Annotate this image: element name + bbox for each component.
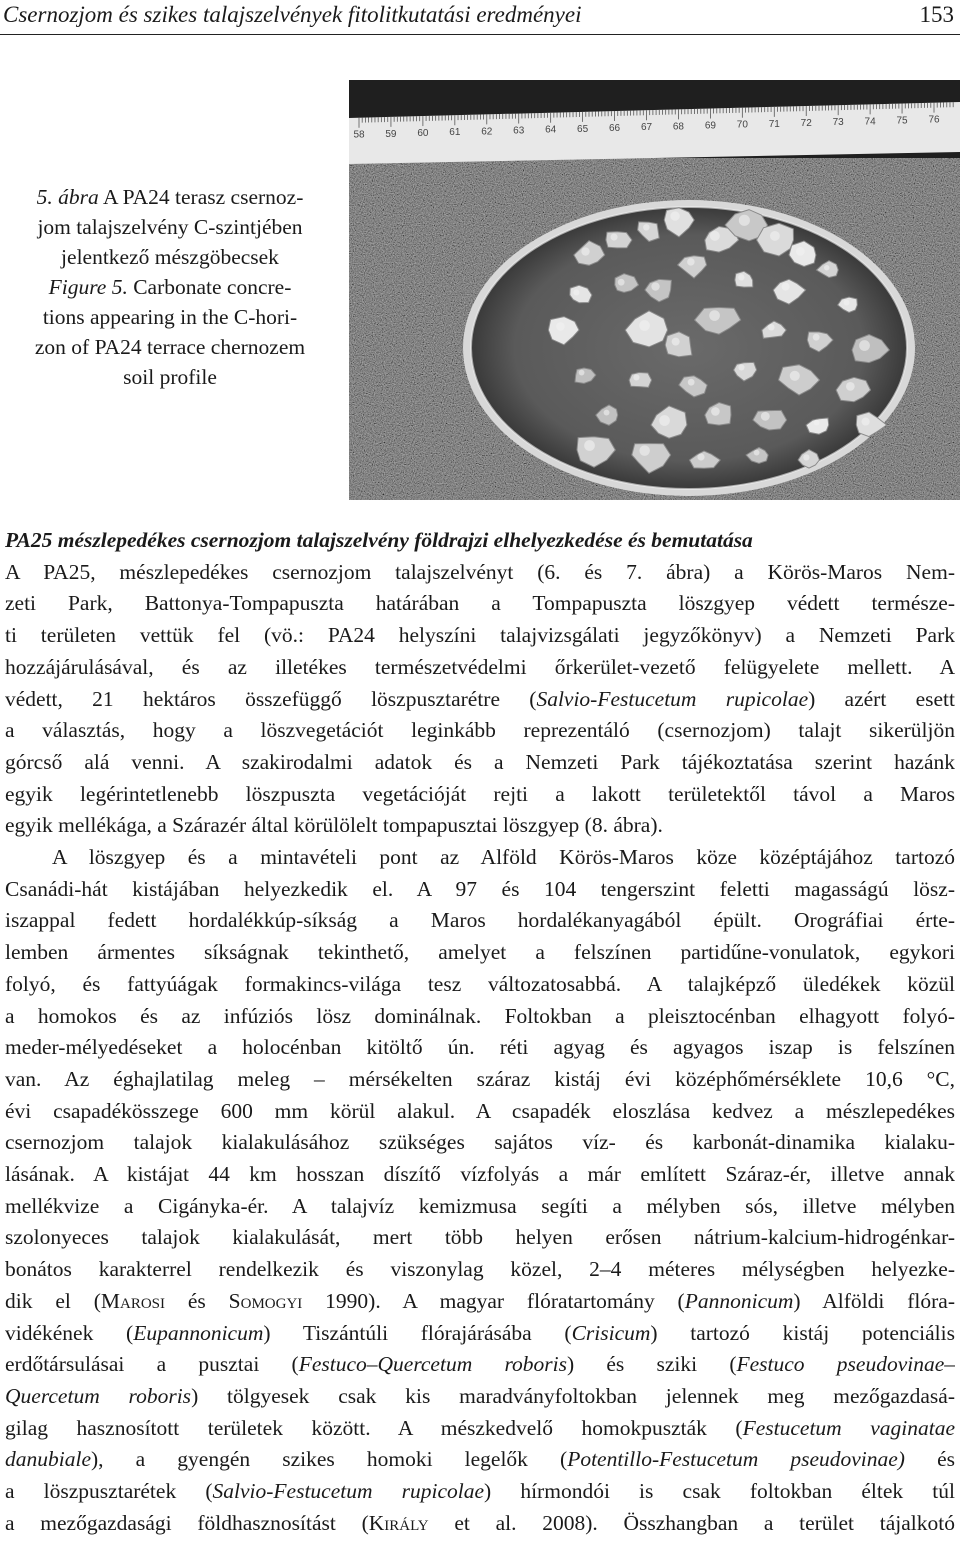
paragraph-line: iszappal fedett hordalékkúp-síkság a Maros hordalékanyagából épült. Orográfiai érte- [5,908,955,933]
ruler-number: 67 [640,122,653,134]
species-name: Pannonicum [684,1288,794,1313]
nodule-highlight [862,418,870,426]
nodule-highlight [790,371,800,381]
nodule-highlight [796,247,805,256]
nodule-highlight [709,310,720,321]
paragraph-line: évi csapadékösszege 600 mm körül alakul. A csapadék eloszlása kedvez a mészlepedékes [5,1098,955,1123]
ruler-number: 64 [545,124,557,136]
paragraph-line: egyik mellékága, a Szárazér által körülölelt tompapusztai löszgyep (8. ábra). [5,813,663,838]
body-text [5,525,955,1540]
paragraph-line: a mezőgazdasági földhasznosítást (Király et al. 2008). Összhangban a terület tájalkotó [5,1510,955,1535]
paragraph-line: folyó, és fattyúágak formakincs-világa tesz változatosabbá. A talajképző üledékek közül [5,971,955,996]
petri-dish-photo [349,80,960,500]
paragraph-line: górcső alá venni. A szakirodalmi adatok és a Nemzeti Park tájékoztatása szerint hazánk [5,749,955,774]
nodule-highlight [846,382,855,391]
nodule-highlight [659,415,670,426]
author-name: Király [368,1510,429,1535]
paragraph-line: hozzájárulásával, és az illetékes természetvédelmi őrkerület-vezető felügyelete mellett. A [5,654,955,679]
species-name: Festucetum vaginatae [742,1415,955,1440]
nodule-highlight [610,233,617,240]
nodule-highlight [581,247,589,255]
ruler [349,80,960,164]
paragraph-line: a homokos és az infúziós lösz dominálnak. Foltokban a pleisztocénban elhagyott folyó- [5,1003,955,1028]
nodule-highlight [803,454,809,460]
figure-caption [0,182,340,392]
nodule-highlight [738,274,744,280]
nodule-highlight [782,283,790,291]
nodule-highlight [859,340,870,351]
nodule-highlight [814,420,820,426]
nodule-highlight [584,440,595,451]
paragraph-line: mellékvize a Cigányka-ér. A talajvíz kemizmusa segíti a mélyben sós, illetve mélyben [5,1193,955,1218]
paragraph-line: gilag hasznosított területek között. A mészkedvelő homokpuszták (Festucetum vaginatae [5,1415,955,1440]
paragraph-line: A löszgyep és a mintavételi pont az Alföld Körös-Maros köze középtájához tartozó [52,845,955,870]
figure-photo [349,80,960,500]
page-header [0,0,960,32]
species-name: Eupannonicum [133,1320,264,1345]
species-name: danubiale [5,1447,91,1472]
nodule-highlight [710,231,720,241]
species-name: Salvio-Festucetum rupicolae [536,686,809,711]
species-name: Potentillo-Festucetum pseudovinae) [567,1447,905,1472]
nodule-highlight [844,300,850,306]
species-name: Festuco pseudovinae– [736,1352,955,1377]
ruler-number: 74 [864,116,876,128]
nodule-highlight [813,334,820,341]
ruler-number: 75 [896,115,908,127]
paragraph-line: zeti Park, Battonya-Tompapuszta határában a Tompapuszta löszgyep védett természe- [5,591,955,616]
ruler-number: 65 [577,123,589,135]
paragraph-line: van. Az éghajlatilag meleg – mérsékelten száraz kistáj évi középhőmérséklete 10,6 °C, [5,1066,955,1091]
ruler-number: 73 [832,117,844,129]
carbonate-nodule [629,373,652,388]
ruler-number: 63 [513,125,525,137]
ruler-number: 70 [736,119,748,131]
nodule-highlight [651,282,659,290]
nodule-highlight [573,289,579,295]
paragraph-line: vidékének (Eupannonicum) Tiszántúli flórajárásába (Crisicum) tartozó kistáj potenciális [5,1320,955,1345]
ruler-number: 62 [481,126,493,138]
paragraph-line: szolonyeces talajok kialakulását, mert több helyen erősen nátrium-kalcium-hidrogénkar- [5,1225,955,1250]
caption-en-line: Figure 5. Carbonate concre- [48,275,292,299]
paragraph-line: erdőtársulásai a pusztai (Festuco–Quercetum roboris) és sziki (Festuco pseudovinae– [5,1352,955,1377]
nodule-highlight [639,320,650,331]
nodule-highlight [604,410,610,416]
nodule-highlight [579,370,585,376]
ruler-number: 76 [928,114,940,126]
caption-hu-label: 5. ábra [36,185,99,209]
nodule-highlight [670,211,679,220]
caption-en-line: zon of PA24 terrace chernozem [34,335,306,359]
nodule-highlight [761,412,770,421]
running-title: Csernozjom és szikes talajszelvények fitolitkutatási eredményei [3,2,582,27]
paragraph-line: dik el (Marosi és Somogyi 1990). A magyar flóratartomány (Pannonicum) Alföldi flóra- [5,1288,955,1313]
page-number: 153 [919,2,954,27]
ruler-number: 69 [704,120,716,132]
paragraph-line: egyik legérintetlenebb löszpuszta vegetációját rejti a lakott területektől távol a Maros [5,781,955,806]
paragraph-line: a választás, hogy a löszvegetációt leginkább reprezentáló (csernozjom) talajt sikerüljön [5,718,955,743]
species-name: Crisicum [571,1320,651,1345]
paragraph-line: védett, 21 hektáros összefüggő löszpusztarétre (Salvio-Festucetum rupicolae) azért esett [5,686,955,711]
ruler-number: 68 [672,121,685,133]
paragraph-line: lásának. A kistájat 44 km hosszan díszítő vízfolyás a már említett Száraz-ér, illetve annak [5,1162,955,1187]
nodule-highlight [556,322,565,331]
nodule-highlight [738,364,744,370]
nodule-highlight [754,450,760,456]
paragraph-line: ti területen vettük fel (vö.: PA24 helyszíni talajvizsgálati jegyzőkönyv) a Nemzeti Park [5,623,955,648]
author-name: Somogyi [228,1288,303,1313]
paragraph-line: danubiale), a gyengén szikes homoki legelők (Potentillo-Festucetum pseudovinae) és [5,1447,955,1472]
paragraph-line: Quercetum roboris) tölgyesek csak kis maradványfoltokban jelennek meg mezőgazdasá- [5,1383,955,1408]
caption-en-label: Figure 5. [48,275,128,299]
caption-hu-line: jom talajszelvény C-szintjében [37,215,303,239]
paragraph-line: csernozjom talajok kialakulásához szükséges sajátos víz- és karbonát-dinamika kialaku- [5,1130,955,1155]
ruler-number: 59 [385,128,397,140]
species-name: Festuco–Quercetum roboris [298,1352,567,1377]
paragraph-line: bonátos karakterrel rendelkezik és viszonylag közel, 2–4 méteres mélységben helyezke- [5,1257,955,1282]
nodule-highlight [688,379,695,386]
nodule-highlight [643,224,649,230]
nodule-highlight [770,231,780,241]
nodule-highlight [697,453,704,460]
paragraph-line: Csanádi-hát kistájában helyezkedik el. A 97 és 104 tengerszint feletti magasságú lösz- [5,876,955,901]
paragraph-line: A PA25, mészlepedékes csernozjom talajszelvényt (6. és 7. ábra) a Körös-Maros Nem- [5,559,955,584]
caption-en-line: tions appearing in the C-hori- [42,305,298,329]
ruler-number: 58 [353,129,365,141]
nodule-highlight [687,258,695,266]
ruler-number: 60 [417,128,429,140]
paragraph-line: a löszpusztarétek (Salvio-Festucetum rupicolae) hírmondói is csak foltokban éltek túl [5,1479,955,1504]
nodule-highlight [739,215,750,226]
nodule-highlight [672,338,680,346]
section-heading: PA25 mészlepedékes csernozjom talajszelvény földrajzi elhelyezkedése és bemutatása [5,528,753,552]
paragraph-line: lemben ármentes síkságnak tekinthető, amelyet a felszínen partidűne-vonulatok, egykori [5,940,955,965]
nodule-highlight [639,445,649,455]
species-name: Quercetum roboris [5,1383,192,1408]
carbonate-nodule [606,232,632,248]
nodule-highlight [768,324,775,331]
caption-hu-line: 5. ábra A PA24 terasz csernoz- [36,185,304,209]
caption-en-line: soil profile [123,365,217,389]
ruler-number: 61 [449,127,461,139]
header-rule [0,34,960,35]
nodule-highlight [633,374,639,380]
paragraph-line: meder-mélyedéseket a holocénban kitöltő ún. réti agyag és agyagos iszap is felszínen [5,1035,955,1060]
ruler-number: 66 [608,123,621,135]
ruler-number: 72 [800,118,812,130]
nodule-highlight [824,265,829,270]
species-name: Salvio-Festucetum rupicolae [212,1479,485,1504]
nodule-highlight [618,279,625,286]
nodule-highlight [711,407,720,416]
author-name: Marosi [100,1288,166,1313]
ruler-number: 71 [768,118,780,130]
caption-hu-line: jelentkező mészgöbecsek [61,245,279,269]
